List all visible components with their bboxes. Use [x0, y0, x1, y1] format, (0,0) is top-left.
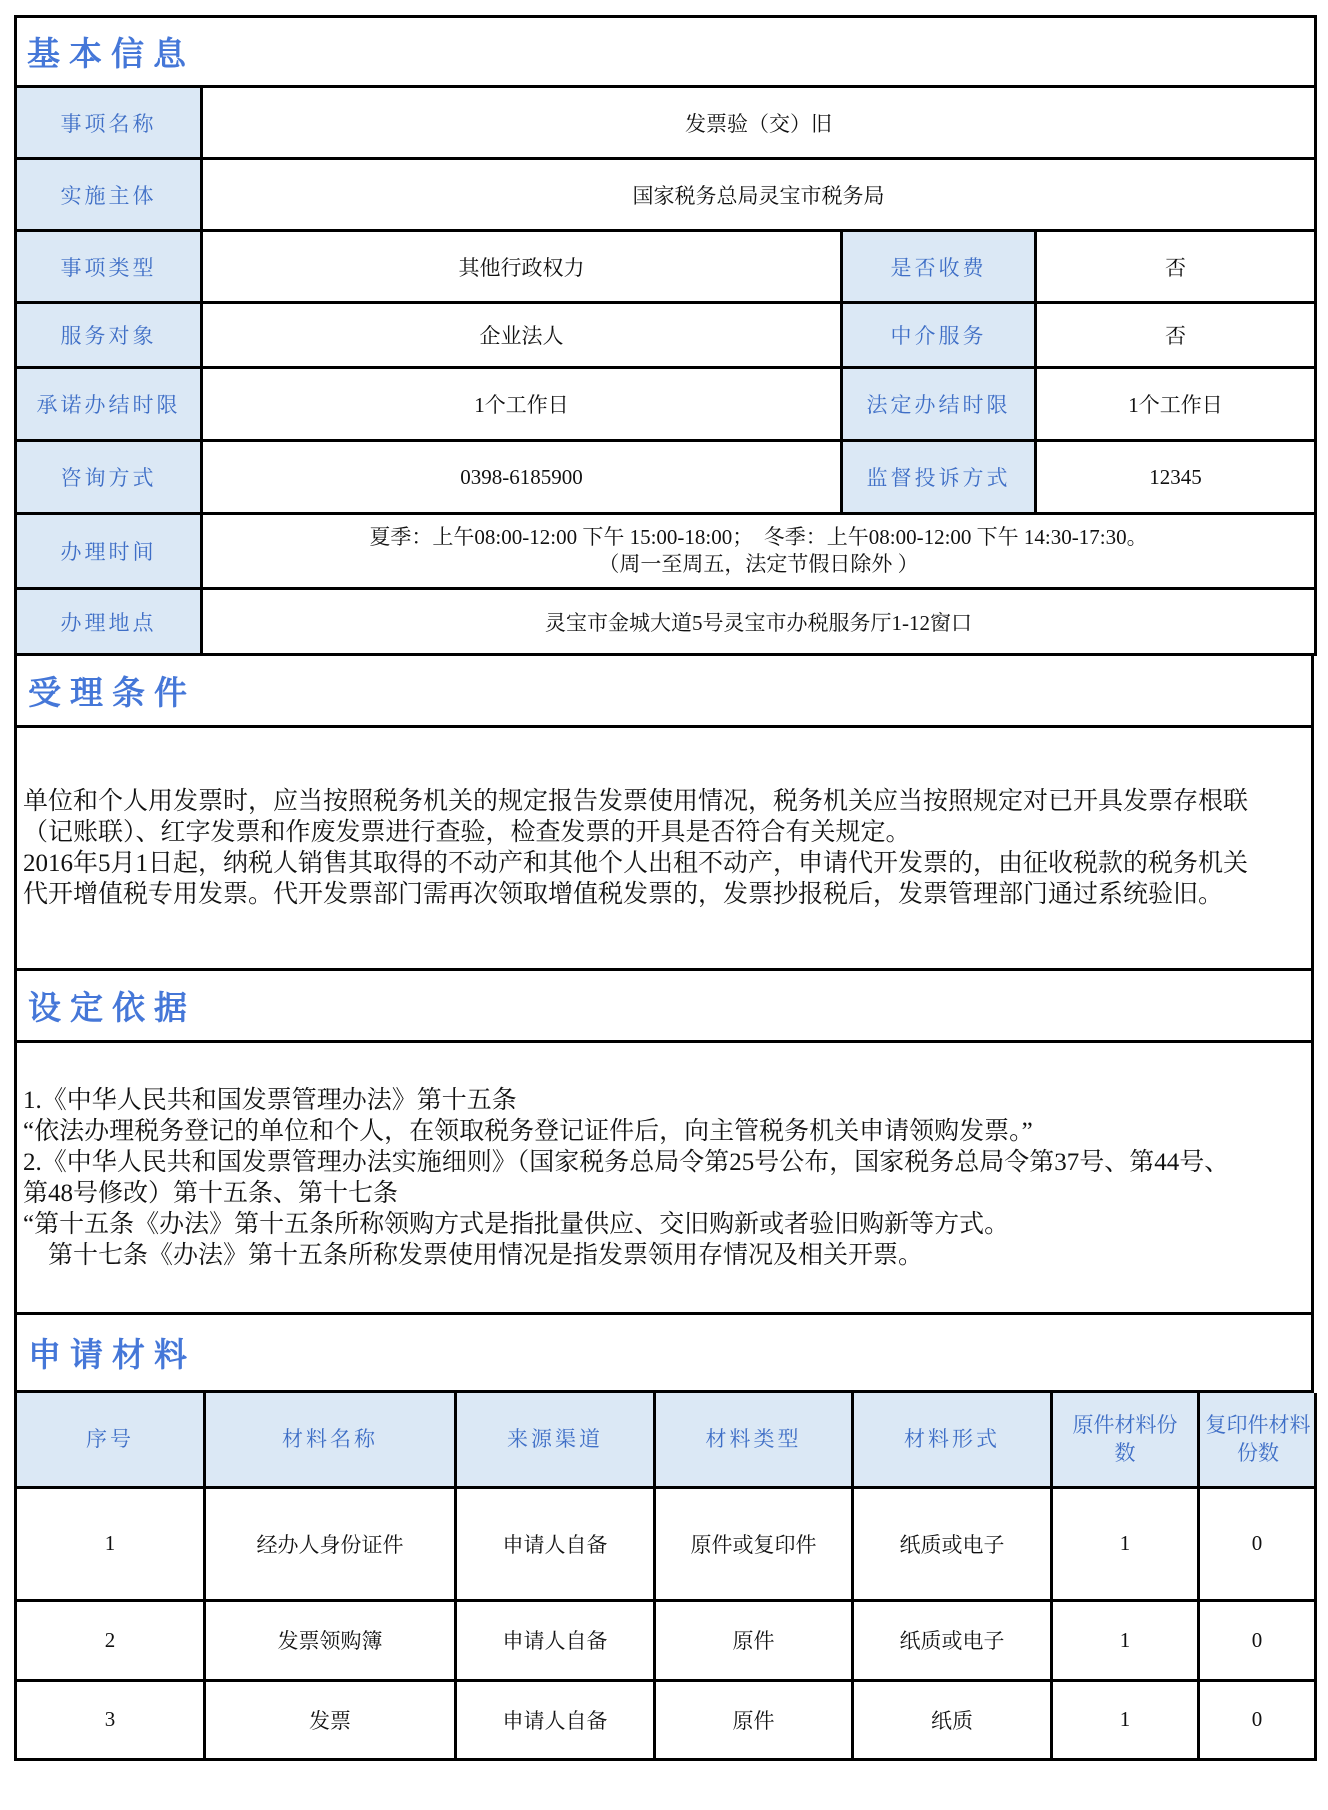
label-service-target: 服务对象 [16, 303, 202, 368]
value-item-name: 发票验（交）旧 [202, 87, 1316, 159]
text-line: 单位和个人用发票时，应当按照税务机关的规定报告发票使用情况，税务机关应当按照规定对已开具发票存根联 [23, 788, 1249, 815]
header-photocopy-copies-text: 复印件材料份数 [1205, 1412, 1311, 1466]
materials-cell-name: 经办人身份证件 [205, 1487, 456, 1600]
materials-cell-type: 原件 [655, 1680, 853, 1759]
label-item-type: 事项类型 [16, 231, 202, 303]
section-title-accept [14, 656, 1314, 728]
text-line: 第十七条《办法》第十五条所称发票使用情况是指发票领用存情况及相关开票。 [23, 1241, 924, 1269]
materials-cell-original-count: 1 [1052, 1680, 1199, 1759]
materials-cell-copy-count: 0 [1199, 1680, 1316, 1759]
header-original-copies-text: 原件材料份数 [1072, 1412, 1178, 1466]
materials-cell-seq: 3 [16, 1680, 205, 1759]
table-row [16, 87, 1316, 159]
materials-cell-copy-count: 0 [1199, 1600, 1316, 1680]
header-seq: 序号 [16, 1393, 205, 1487]
materials-cell-type: 原件 [655, 1600, 853, 1680]
value-intermediary-service: 否 [1036, 303, 1316, 368]
table-row [16, 441, 1316, 514]
section-title-materials-text: 申请材料 [28, 1336, 196, 1373]
materials-cell-name: 发票 [205, 1680, 456, 1759]
header-material-type: 材料类型 [655, 1393, 853, 1487]
handling-time-line1: 夏季：上午08:00-12:00 下午 15:00-18:00； 冬季：上午08:00-12:00 下午 14:30-17:30。 [369, 525, 1148, 549]
value-consultation-phone: 0398-6185900 [202, 441, 842, 514]
section-title-basis-text: 设定依据 [28, 989, 196, 1026]
basis-text [14, 1043, 1314, 1315]
table-row [16, 368, 1316, 441]
basic-title-row [16, 17, 1316, 87]
materials-cell-source: 申请人自备 [456, 1600, 655, 1680]
value-item-type: 其他行政权力 [202, 231, 842, 303]
label-handling-location: 办理地点 [16, 589, 202, 655]
header-material-name: 材料名称 [205, 1393, 456, 1487]
materials-cell-source: 申请人自备 [456, 1487, 655, 1600]
label-handling-time: 办理时间 [16, 514, 202, 589]
label-supervision-complaint-method: 监督投诉方式 [842, 441, 1036, 514]
materials-cell-name: 发票领购簿 [205, 1600, 456, 1680]
table-row [16, 589, 1316, 655]
materials-cell-source: 申请人自备 [456, 1680, 655, 1759]
header-original-copies [1052, 1393, 1199, 1487]
text-line: 2.《中华人民共和国发票管理办法实施细则》（国家税务总局令第25号公布，国家税务总局令第37号、第44号、 [23, 1148, 1230, 1176]
materials-row [16, 1600, 1316, 1680]
label-item-name: 事项名称 [16, 87, 202, 159]
section-title-basic-text: 基本信息 [27, 35, 195, 72]
materials-table [14, 1393, 1317, 1761]
table-row [16, 514, 1316, 589]
materials-cell-original-count: 1 [1052, 1487, 1199, 1600]
value-handling-location: 灵宝市金城大道5号灵宝市办税服务厅1-12窗口 [202, 589, 1316, 655]
value-supervision-hotline: 12345 [1036, 441, 1316, 514]
label-statutory-time-limit: 法定办结时限 [842, 368, 1036, 441]
handling-time-line2: （周一至周五，法定节假日除外 ） [598, 552, 919, 576]
value-implementing-agency: 国家税务总局灵宝市税务局 [202, 159, 1316, 231]
label-charge: 是否收费 [842, 231, 1036, 303]
label-promised-time-limit: 承诺办结时限 [16, 368, 202, 441]
label-intermediary-service: 中介服务 [842, 303, 1036, 368]
materials-cell-type: 原件或复印件 [655, 1487, 853, 1600]
materials-cell-seq: 1 [16, 1487, 205, 1600]
value-statutory-time-limit: 1个工作日 [1036, 368, 1316, 441]
text-line: 第48号修改）第十五条、第十七条 [23, 1179, 399, 1207]
table-row [16, 303, 1316, 368]
text-line: （记账联）、红字发票和作废发票进行查验，检查发票的开具是否符合有关规定。 [23, 819, 911, 846]
value-promised-time-limit: 1个工作日 [202, 368, 842, 441]
header-source-channel: 来源渠道 [456, 1393, 655, 1487]
materials-cell-original-count: 1 [1052, 1600, 1199, 1680]
document-page [14, 15, 1314, 1761]
materials-cell-seq: 2 [16, 1600, 205, 1680]
text-line: “依法办理税务登记的单位和个人，在领取税务登记证件后，向主管税务机关申请领购发票。” [23, 1117, 1033, 1145]
text-line: 1.《中华人民共和国发票管理办法》第十五条 [23, 1086, 517, 1114]
section-title-basis [14, 971, 1314, 1043]
header-material-form: 材料形式 [853, 1393, 1052, 1487]
materials-cell-copy-count: 0 [1199, 1487, 1316, 1600]
table-row [16, 231, 1316, 303]
materials-header-row [16, 1393, 1316, 1487]
accept-conditions-text [14, 728, 1314, 971]
value-charge: 否 [1036, 231, 1316, 303]
materials-cell-form: 纸质或电子 [853, 1600, 1052, 1680]
section-title-materials [14, 1315, 1314, 1393]
materials-cell-form: 纸质 [853, 1680, 1052, 1759]
section-title-basic [16, 17, 1316, 87]
value-handling-time [202, 514, 1316, 589]
text-line: 代开增值税专用发票。代开发票部门需再次领取增值税发票的，发票抄报税后，发票管理部门通过系统验旧。 [23, 881, 1224, 908]
section-title-accept-text: 受理条件 [28, 674, 196, 711]
materials-row [16, 1487, 1316, 1600]
materials-cell-form: 纸质或电子 [853, 1487, 1052, 1600]
header-photocopy-copies [1199, 1393, 1316, 1487]
value-service-target: 企业法人 [202, 303, 842, 368]
table-row [16, 159, 1316, 231]
materials-row [16, 1680, 1316, 1759]
basic-info-table [14, 15, 1317, 656]
text-line: 2016年5月1日起，纳税人销售其取得的不动产和其他个人出租不动产，申请代开发票的，由征收税款的税务机关 [23, 850, 1249, 877]
text-line: “第十五条《办法》第十五条所称领购方式是指批量供应、交旧购新或者验旧购新等方式。 [23, 1210, 1010, 1238]
label-implementing-agency: 实施主体 [16, 159, 202, 231]
label-consultation-method: 咨询方式 [16, 441, 202, 514]
